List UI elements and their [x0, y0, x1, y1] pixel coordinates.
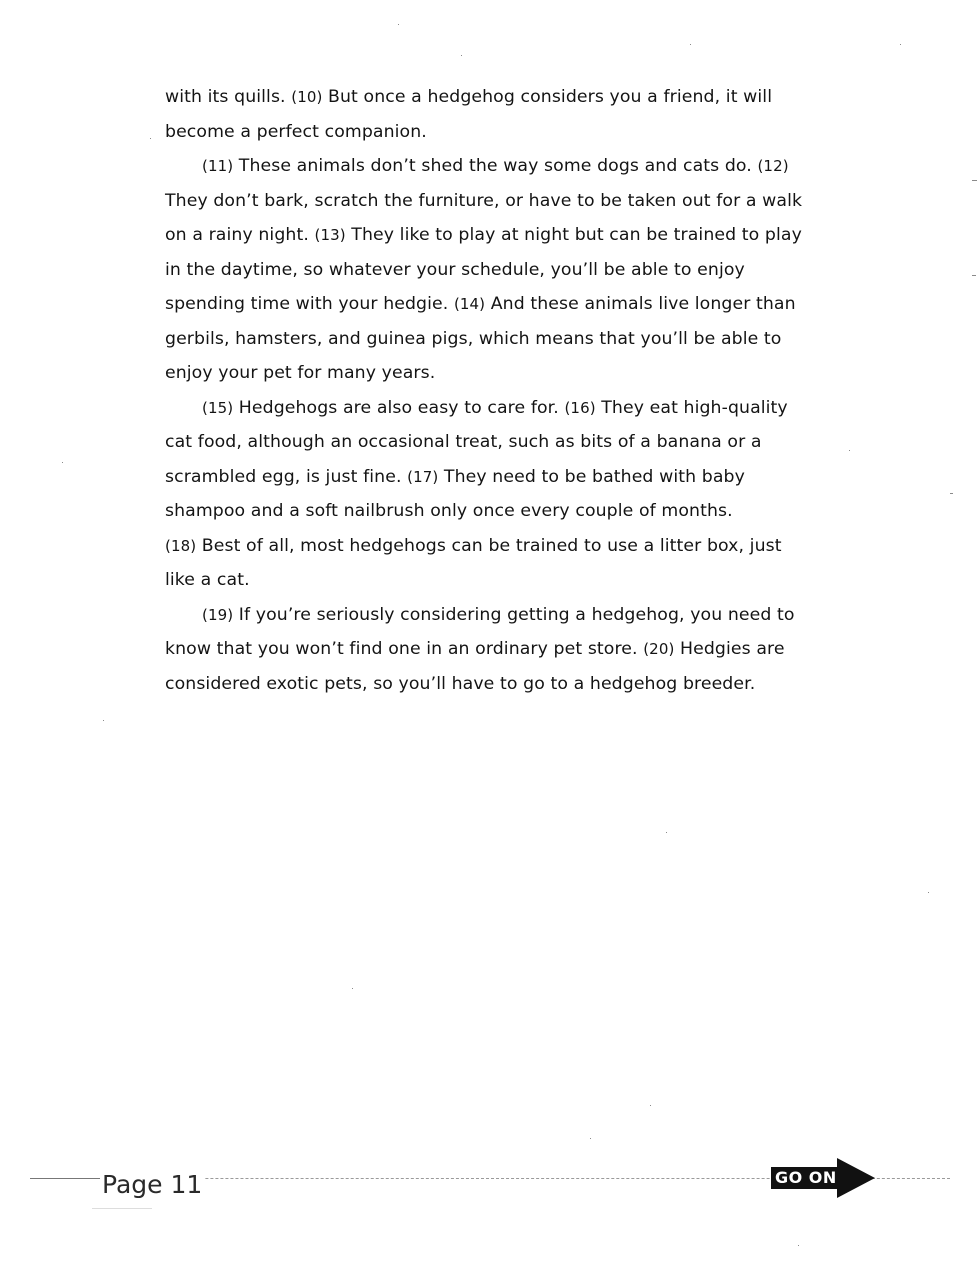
paragraph-5: [165, 598, 815, 702]
scan-speck: [352, 988, 353, 989]
sentence-text: These animals don’t shed the way some dogs and cats do.: [233, 156, 758, 176]
scan-speck: [62, 462, 63, 463]
scan-speck: [461, 55, 462, 56]
scan-speck: [972, 180, 977, 181]
scan-speck: [590, 1138, 591, 1139]
sentence-number: (16): [564, 398, 596, 417]
sentence-text: Best of all, most hedgehogs can be trained to use a litter box, just like a cat.: [165, 535, 782, 590]
scan-speck: [92, 1208, 152, 1209]
scan-speck: [900, 44, 901, 45]
sentence-text: They need to be bathed with baby shampoo and a soft nailbrush only once every couple of months.: [165, 466, 745, 521]
sentence-number: (18): [165, 536, 197, 555]
sentence-text: If you’re seriously considering getting a hedgehog, you need to know that you won’t find one in an ordinary pet store.: [165, 604, 795, 659]
sentence-text: Hedgies are considered exotic pets, so you’ll have to go to a hedgehog breeder.: [165, 639, 785, 694]
paragraph-2: [165, 149, 815, 391]
sentence-text: They eat high-quality cat food, although an occasional treat, such as bits of a banana or a scrambled egg, is just fine.: [165, 397, 788, 487]
paragraph-4: [165, 529, 815, 598]
scan-speck: [690, 44, 691, 45]
scan-speck: [849, 450, 850, 451]
go-on-arrow: [771, 1158, 875, 1198]
scan-speck: [950, 493, 953, 494]
scan-speck: [666, 832, 667, 833]
go-on-label: GO ON: [775, 1168, 837, 1187]
scan-speck: [972, 275, 976, 276]
sentence-number: (19): [202, 605, 234, 624]
scan-speck: [398, 24, 399, 25]
sentence-number: (10): [291, 88, 323, 106]
sentence-number: (14): [453, 295, 486, 313]
scan-speck: [928, 892, 929, 893]
sentence-number: (12): [757, 157, 789, 175]
paragraph-3: [165, 391, 815, 529]
sentence-text: with its quills.: [165, 87, 292, 107]
sentence-text: Hedgehogs are also easy to care for.: [233, 397, 565, 418]
scan-speck: [798, 1245, 799, 1246]
sentence-text: They don’t bark, scratch the furniture, or have to be taken out for a walk on a rainy night.: [165, 190, 803, 245]
sentence-number: (13): [314, 226, 346, 244]
sentence-text: They like to play at night but can be trained to play in the daytime, so whatever your schedule, you’ll be able to enjoy spending time with your hedgie.: [165, 225, 802, 314]
scan-speck: [150, 138, 151, 139]
sentence-number: (15): [202, 398, 234, 417]
sentence-text: But once a hedgehog considers you a friend, it will become a perfect companion.: [165, 87, 773, 142]
paragraph-1: [165, 80, 815, 149]
sentence-number: (20): [643, 640, 675, 658]
sentence-number: (11): [202, 157, 234, 175]
scan-speck: [103, 720, 104, 721]
scan-speck: [650, 1105, 651, 1106]
sentence-text: And these animals live longer than gerbils, hamsters, and guinea pigs, which means that you’ll be able to enjoy your pet for many years.: [165, 294, 796, 383]
sentence-number: (17): [407, 467, 439, 486]
reading-passage: [165, 80, 815, 701]
page-number: Page 11: [102, 1170, 203, 1199]
